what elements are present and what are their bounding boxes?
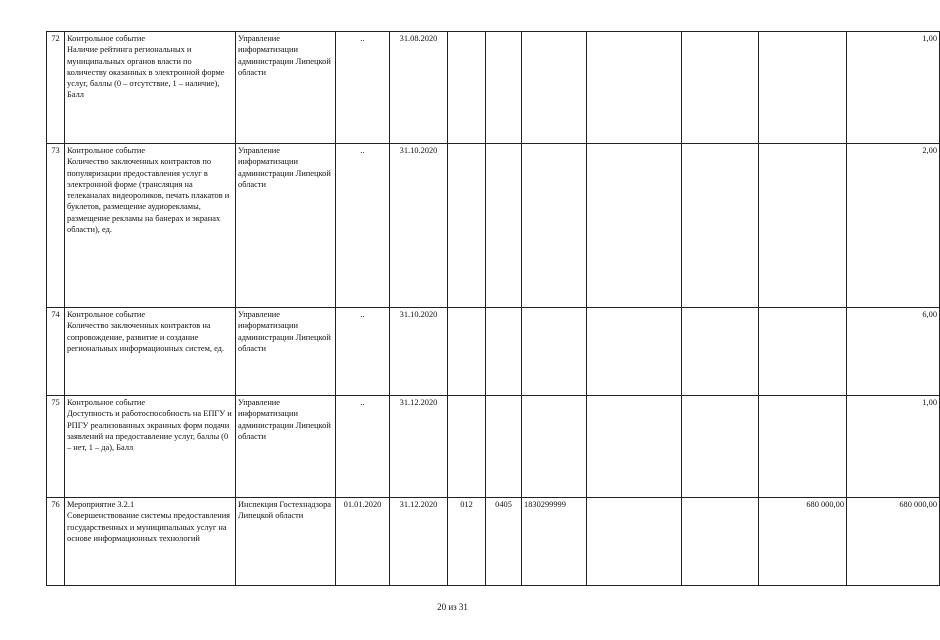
code-rzpr bbox=[486, 396, 522, 498]
table-row bbox=[47, 144, 940, 308]
row-number: 75 bbox=[47, 396, 65, 498]
event-description: Количество заключенных контрактов по популяризации предоставления услуг в электронной форме (трансляция на телеканалах видеороликов, печать плакатов и буклетов, размещение аудиорекламы, размещение рекламы на банерах и экранах области), ед. bbox=[67, 157, 230, 235]
table-row bbox=[47, 396, 940, 498]
table-row bbox=[47, 498, 940, 586]
amount-cell bbox=[682, 144, 759, 308]
value-cell: 1,00 bbox=[847, 32, 940, 144]
start-date: .. bbox=[336, 144, 390, 308]
row-number: 76 bbox=[47, 498, 65, 586]
amount-cell bbox=[759, 308, 847, 396]
code-rzpr bbox=[486, 144, 522, 308]
row-number: 73 bbox=[47, 144, 65, 308]
code-csr bbox=[522, 308, 587, 396]
start-date: .. bbox=[336, 308, 390, 396]
end-date: 31.12.2020 bbox=[390, 498, 448, 586]
code-csr bbox=[522, 144, 587, 308]
amount-cell bbox=[682, 308, 759, 396]
value-cell: 2,00 bbox=[847, 144, 940, 308]
amount-cell bbox=[682, 32, 759, 144]
amount-cell bbox=[759, 396, 847, 498]
value-cell: 680 000,00 bbox=[847, 498, 940, 586]
start-date: 01.01.2020 bbox=[336, 498, 390, 586]
code-grbs: 012 bbox=[448, 498, 486, 586]
executor-cell: Управление информатизации администрации Липецкой области bbox=[236, 32, 336, 144]
amount-cell bbox=[759, 32, 847, 144]
event-cell bbox=[65, 396, 236, 498]
table-row bbox=[47, 308, 940, 396]
event-description: Совершенствование системы предоставления государственных и муниципальных услуг на основе информационных технологий bbox=[67, 511, 231, 543]
event-type: Контрольное событие bbox=[67, 398, 146, 407]
event-type: Мероприятие 3.2.1 bbox=[67, 500, 135, 509]
amount-cell: 680 000,00 bbox=[759, 498, 847, 586]
code-grbs bbox=[448, 144, 486, 308]
event-description: Наличие рейтинга региональных и муниципальных органов власти по количеству оказанных в электронной форме услуг, баллы (0 – отсутствие, 1 – наличие), Балл bbox=[67, 45, 225, 100]
table-row bbox=[47, 32, 940, 144]
event-type: Контрольное событие bbox=[67, 146, 146, 155]
report-table bbox=[46, 31, 940, 586]
event-description: Количество заключенных контрактов на сопровождение, развитие и создание региональных информационных систем, ед. bbox=[67, 321, 225, 353]
code-grbs bbox=[448, 32, 486, 144]
code-csr bbox=[522, 32, 587, 144]
row-number: 74 bbox=[47, 308, 65, 396]
event-type: Контрольное событие bbox=[67, 34, 146, 43]
code-grbs bbox=[448, 308, 486, 396]
code-rzpr bbox=[486, 308, 522, 396]
amount-cell bbox=[682, 396, 759, 498]
code-csr bbox=[522, 396, 587, 498]
amount-cell bbox=[587, 32, 682, 144]
executor-cell: Управление информатизации администрации Липецкой области bbox=[236, 144, 336, 308]
code-grbs bbox=[448, 396, 486, 498]
executor-cell: Инспекция Гостехнадзора Липецкой области bbox=[236, 498, 336, 586]
code-rzpr bbox=[486, 32, 522, 144]
amount-cell bbox=[587, 498, 682, 586]
executor-cell: Управление информатизации администрации Липецкой области bbox=[236, 396, 336, 498]
amount-cell bbox=[587, 308, 682, 396]
amount-cell bbox=[587, 396, 682, 498]
event-cell bbox=[65, 32, 236, 144]
event-cell bbox=[65, 308, 236, 396]
value-cell: 6,00 bbox=[847, 308, 940, 396]
end-date: 31.10.2020 bbox=[390, 308, 448, 396]
event-cell bbox=[65, 498, 236, 586]
event-type: Контрольное событие bbox=[67, 310, 146, 319]
end-date: 31.10.2020 bbox=[390, 144, 448, 308]
row-number: 72 bbox=[47, 32, 65, 144]
end-date: 31.12.2020 bbox=[390, 396, 448, 498]
event-cell bbox=[65, 144, 236, 308]
page-number: 20 из 31 bbox=[437, 602, 468, 612]
value-cell: 1,00 bbox=[847, 396, 940, 498]
start-date: .. bbox=[336, 32, 390, 144]
code-csr: 1830299999 bbox=[522, 498, 587, 586]
start-date: .. bbox=[336, 396, 390, 498]
executor-cell: Управление информатизации администрации Липецкой области bbox=[236, 308, 336, 396]
amount-cell bbox=[587, 144, 682, 308]
amount-cell bbox=[759, 144, 847, 308]
amount-cell bbox=[682, 498, 759, 586]
end-date: 31.08.2020 bbox=[390, 32, 448, 144]
code-rzpr: 0405 bbox=[486, 498, 522, 586]
event-description: Доступность и работоспособность на ЕПГУ и РПГУ реализованных экранных форм подачи заявлений на предоставление услуг, баллы (0 – нет, 1 – да), Балл bbox=[67, 409, 232, 453]
